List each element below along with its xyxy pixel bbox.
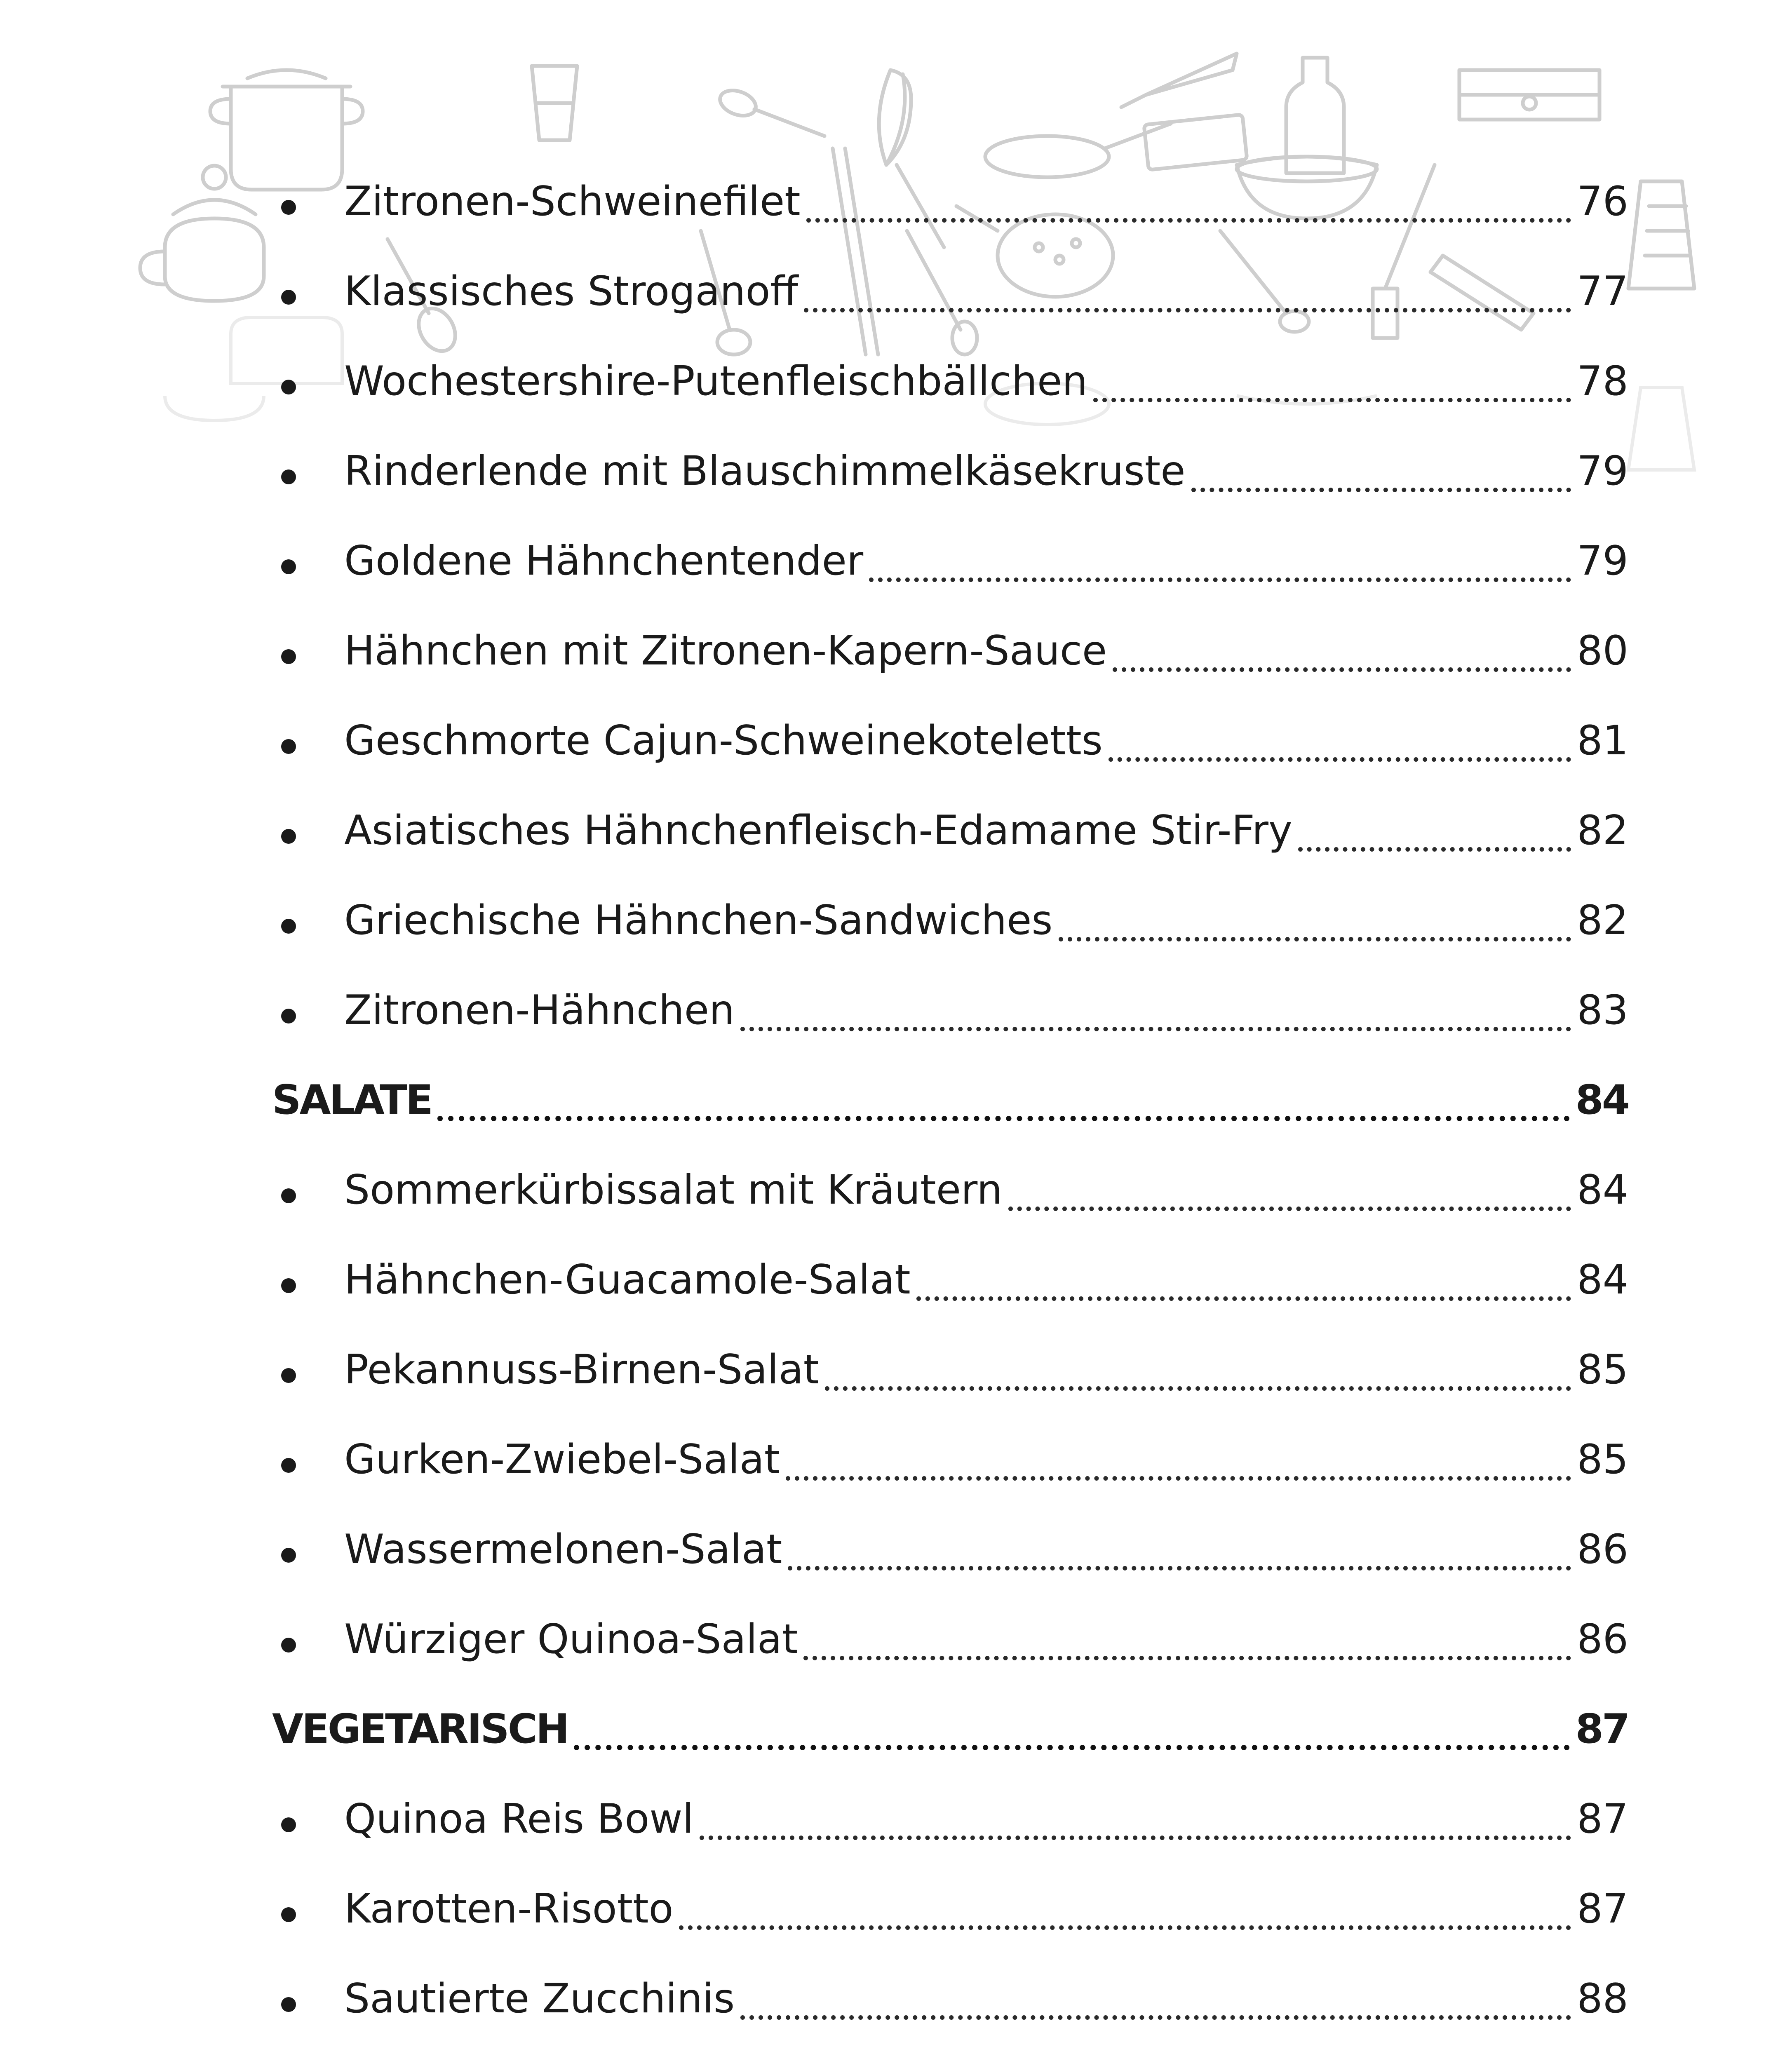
dot-leader (1093, 398, 1571, 402)
bullet-icon (281, 1278, 296, 1293)
toc-entry[interactable] (272, 336, 1628, 426)
toc-entry-label: Klassisches Stroganoff (344, 268, 799, 315)
toc-entry[interactable] (272, 876, 1628, 965)
grater-icon (1628, 181, 1694, 289)
bullet-icon (281, 1907, 296, 1922)
toc-entry-label: Hähnchen mit Zitronen-Kapern-Sauce (344, 627, 1107, 674)
toc-page-number: 85 (1577, 1436, 1628, 1483)
toc-entry-label: Gurken-Zwiebel-Salat (344, 1436, 780, 1483)
dot-leader (700, 1836, 1571, 1840)
dot-leader (804, 308, 1571, 312)
toc-page-number: 82 (1577, 807, 1628, 854)
toc-entry-label: VEGETARISCH (272, 1706, 568, 1753)
toc-section-heading[interactable] (272, 1684, 1628, 1774)
toc-page-number: 84 (1577, 1167, 1628, 1214)
toc-entry-label: Pekannuss-Birnen-Salat (344, 1346, 820, 1393)
toc-entry[interactable] (272, 965, 1628, 1055)
toc-entry-label: SALATE (272, 1077, 432, 1124)
dot-leader (1008, 1207, 1571, 1211)
toc-entry[interactable] (272, 1864, 1628, 1954)
toc-page-number: 85 (1577, 1346, 1628, 1393)
dot-leader (740, 2015, 1571, 2020)
toc-entry[interactable] (272, 2044, 1628, 2061)
toc-entry-label: Asiatisches Hähnchenfleisch-Edamame Stir-Fry (344, 807, 1292, 854)
dot-leader (1109, 757, 1571, 762)
toc-page-number: 82 (1577, 897, 1628, 944)
toc-page-number: 76 (1577, 178, 1628, 225)
toc-entry-label: Sommerkürbissalat mit Kräutern (344, 1167, 1003, 1214)
toc-entry[interactable] (272, 1235, 1628, 1325)
toc-entry[interactable] (272, 1505, 1628, 1594)
bullet-icon (281, 1638, 296, 1653)
bullet-icon (281, 739, 296, 754)
dot-leader (803, 1656, 1571, 1660)
toc-page-number (1577, 2044, 1628, 2061)
toc-entry[interactable] (272, 516, 1628, 606)
toc-entry[interactable] (272, 786, 1628, 876)
toc-entry-label: Griechische Hähnchen-Sandwiches (344, 897, 1053, 944)
toc-page-number: 87 (1577, 1885, 1628, 1932)
toc-page-number: 87 (1577, 1796, 1628, 1843)
toc-entry[interactable] (272, 1145, 1628, 1235)
toc-entry-label: Karotten-Risotto (344, 1885, 674, 1932)
toc-entry-label: Quinoa Reis Bowl (344, 1796, 694, 1843)
bullet-icon (281, 1997, 296, 2012)
toc-entry-label: Geschmorte Cajun-Schweinekoteletts (344, 717, 1103, 764)
toc-entry-label: Hähnchen-Guacamole-Salat (344, 1256, 911, 1303)
toc-page-number: 78 (1577, 358, 1628, 405)
bullet-icon (281, 919, 296, 934)
cake-tin-icon (1459, 70, 1599, 120)
bullet-icon (281, 200, 296, 215)
bullet-icon (281, 1817, 296, 1832)
toc-entry[interactable] (272, 1325, 1628, 1415)
dot-leader (916, 1296, 1571, 1301)
toc-page-number: 86 (1577, 1526, 1628, 1573)
table-of-contents (272, 157, 1628, 2061)
toc-page-number: 83 (1577, 987, 1628, 1034)
toc-entry[interactable] (272, 1594, 1628, 1684)
dot-leader (1191, 488, 1571, 492)
toc-entry-label: Wassermelonen-Salat (344, 1526, 782, 1573)
toc-entry-label: Würziger Quinoa-Salat (344, 1616, 798, 1663)
bullet-icon (281, 1188, 296, 1203)
dot-leader (1113, 667, 1571, 672)
dot-leader (574, 1745, 1570, 1750)
bullet-icon (281, 829, 296, 844)
toc-entry-label: Zitronen-Hähnchen (344, 987, 735, 1034)
toc-page-number: 80 (1577, 627, 1628, 674)
toc-page-number: 88 (1577, 1975, 1628, 2022)
bullet-icon (281, 1548, 296, 1563)
glass-icon (532, 66, 577, 140)
toc-entry-label: Rinderlende mit Blauschimmelkäsekruste (344, 448, 1186, 495)
dot-leader (740, 1027, 1571, 1031)
toc-page-number: 84 (1575, 1077, 1628, 1124)
toc-entry[interactable] (272, 1954, 1628, 2044)
bullet-icon (281, 559, 296, 574)
toc-entry[interactable] (272, 157, 1628, 246)
bullet-icon (281, 1009, 296, 1023)
bullet-icon (281, 380, 296, 394)
dot-leader (869, 577, 1571, 582)
toc-entry[interactable] (272, 1415, 1628, 1505)
toc-entry[interactable] (272, 426, 1628, 516)
bullet-icon (281, 290, 296, 305)
dot-leader (1059, 937, 1571, 941)
bullet-icon (281, 1368, 296, 1383)
toc-page-number: 81 (1577, 717, 1628, 764)
toc-entry[interactable] (272, 246, 1628, 336)
dot-leader (437, 1116, 1570, 1121)
toc-entry-label (344, 2044, 854, 2061)
dot-leader (788, 1566, 1571, 1570)
bullet-icon (281, 1458, 296, 1473)
toc-page-number: 87 (1575, 1706, 1628, 1753)
toc-entry-label: Sautierte Zucchinis (344, 1975, 735, 2022)
toc-page-number: 79 (1577, 448, 1628, 495)
toc-section-heading[interactable] (272, 1055, 1628, 1145)
dot-leader (1298, 847, 1571, 852)
dot-leader (825, 1386, 1571, 1391)
toc-entry-label: Zitronen-Schweinefilet (344, 178, 801, 225)
toc-page-number: 77 (1577, 268, 1628, 315)
sugar-bowl-icon (140, 166, 264, 301)
toc-page-number: 86 (1577, 1616, 1628, 1663)
dot-leader (679, 1925, 1571, 1930)
toc-entry-label: Goldene Hähnchentender (344, 538, 864, 584)
dot-leader (786, 1476, 1571, 1481)
toc-entry[interactable] (272, 606, 1628, 696)
knife-icon (1121, 54, 1237, 107)
toc-page-number: 79 (1577, 538, 1628, 584)
toc-entry[interactable] (272, 696, 1628, 786)
bullet-icon (281, 649, 296, 664)
dot-leader (806, 218, 1571, 223)
spoon-icon (716, 86, 824, 136)
toc-page-number: 84 (1577, 1256, 1628, 1303)
toc-entry[interactable] (272, 1774, 1628, 1864)
toc-entry-label: Wochestershire-Putenfleischbällchen (344, 358, 1088, 405)
bullet-icon (281, 469, 296, 484)
